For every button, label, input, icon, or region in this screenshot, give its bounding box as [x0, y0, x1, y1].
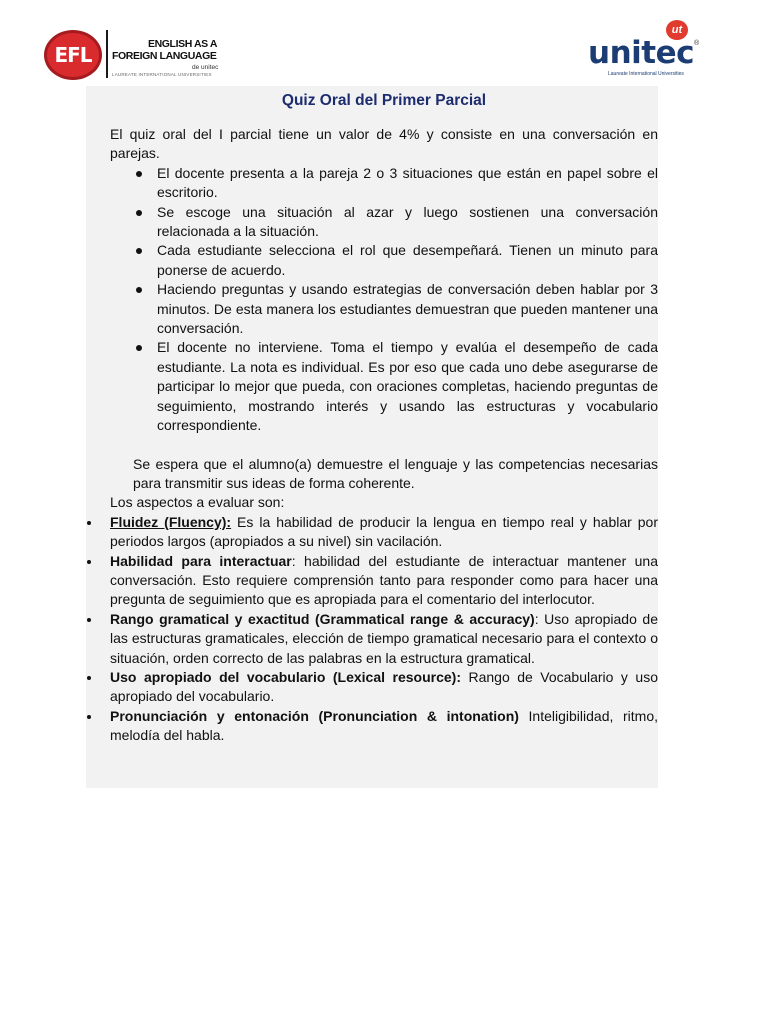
- aspect-term: Rango gramatical y exactitud (Grammatical range & accuracy): [110, 610, 535, 627]
- document-body: [110, 86, 658, 746]
- efl-logo-line4: LAUREATE INTERNATIONAL UNIVERSITIES: [112, 72, 212, 77]
- unitec-tagline: Laureate International Universities: [608, 71, 684, 77]
- aspects-list: [110, 513, 658, 746]
- document-title: Quiz Oral del Primer Parcial: [281, 92, 487, 109]
- efl-logo-line2: FOREIGN LANGUAGE: [112, 50, 217, 62]
- efl-logo-line3: de unitec: [192, 64, 219, 71]
- efl-logo-line1: ENGLISH AS A: [148, 38, 218, 50]
- list-item: Haciendo preguntas y usando estrategias de conversación deben hablar por 3 minutos. De esta manera los estudiantes demuestran que pueden mantener una conversación.: [157, 280, 658, 338]
- unitec-logo: [588, 18, 706, 80]
- aspect-description: : Uso apropiado de las estructuras gramaticales, elección de tiempo gramatical necesario para el contexto o situación, orden correcto de las palabras en la estructura gramatical.: [110, 610, 658, 666]
- procedure-list: [110, 164, 658, 436]
- aspect-term: Uso apropiado del vocabulario (Lexical resource):: [110, 668, 461, 685]
- page-header: [0, 0, 768, 86]
- list-item: Cada estudiante selecciona el rol que desempeñará. Tienen un minuto para ponerse de acuerdo.: [157, 241, 658, 280]
- ut-badge-icon: ut: [666, 20, 688, 40]
- list-item: Se escoge una situación al azar y luego sostienen una conversación relacionada a la situación.: [157, 203, 658, 242]
- aspect-term: Habilidad para interactuar: [110, 552, 292, 569]
- aspect-item: [110, 552, 658, 610]
- aspect-item: [110, 668, 658, 707]
- aspect-item: [110, 707, 658, 746]
- aspect-term: Fluidez (Fluency):: [110, 513, 232, 530]
- aspect-item: [110, 513, 658, 552]
- aspect-description: Es la habilidad de producir la lengua en tiempo real y hablar por periodos largos (apropiados a su nivel) sin vacilación.: [110, 513, 659, 550]
- intro-paragraph: El quiz oral del I parcial tiene un valor de 4% y consiste en una conversación en parejas.: [110, 126, 658, 162]
- registered-mark: ®: [694, 40, 700, 47]
- expectation-paragraph: Se espera que el alumno(a) demuestre el lenguaje y las competencias necesarias para transmitir sus ideas de forma coherente.: [133, 455, 658, 491]
- logo-divider: [106, 30, 108, 78]
- unitec-wordmark: unitec: [588, 35, 694, 71]
- efl-logo: [42, 26, 232, 82]
- aspect-item: [110, 610, 658, 668]
- aspect-description: Inteligibilidad, ritmo, melodía del habla.: [110, 707, 658, 744]
- efl-badge-icon: EFL: [44, 30, 102, 80]
- aspect-term: Pronunciación y entonación (Pronunciation & intonation): [110, 707, 519, 724]
- list-item: El docente presenta a la pareja 2 o 3 situaciones que están en papel sobre el escritorio.: [157, 164, 658, 203]
- aspect-description: Rango de Vocabulario y uso apropiado del vocabulario.: [110, 668, 658, 705]
- aspect-description: : habilidad del estudiante de interactuar mantener una conversación. Esto requiere comprensión tanto para responder como para hacer una pregunta de seguimiento que es apropiada para el comentario del interlocutor.: [110, 552, 658, 608]
- list-item: El docente no interviene. Toma el tiempo y evalúa el desempeño de cada estudiante. La nota es individual. Es por eso que cada uno debe asegurarse de participar lo mejor que pueda, con oraciones completas, haciendo preguntas de seguimiento, mostrando interés y usando las estructuras y vocabulario correspondiente.: [157, 338, 658, 435]
- aspects-intro: Los aspectos a evaluar son:: [110, 494, 285, 511]
